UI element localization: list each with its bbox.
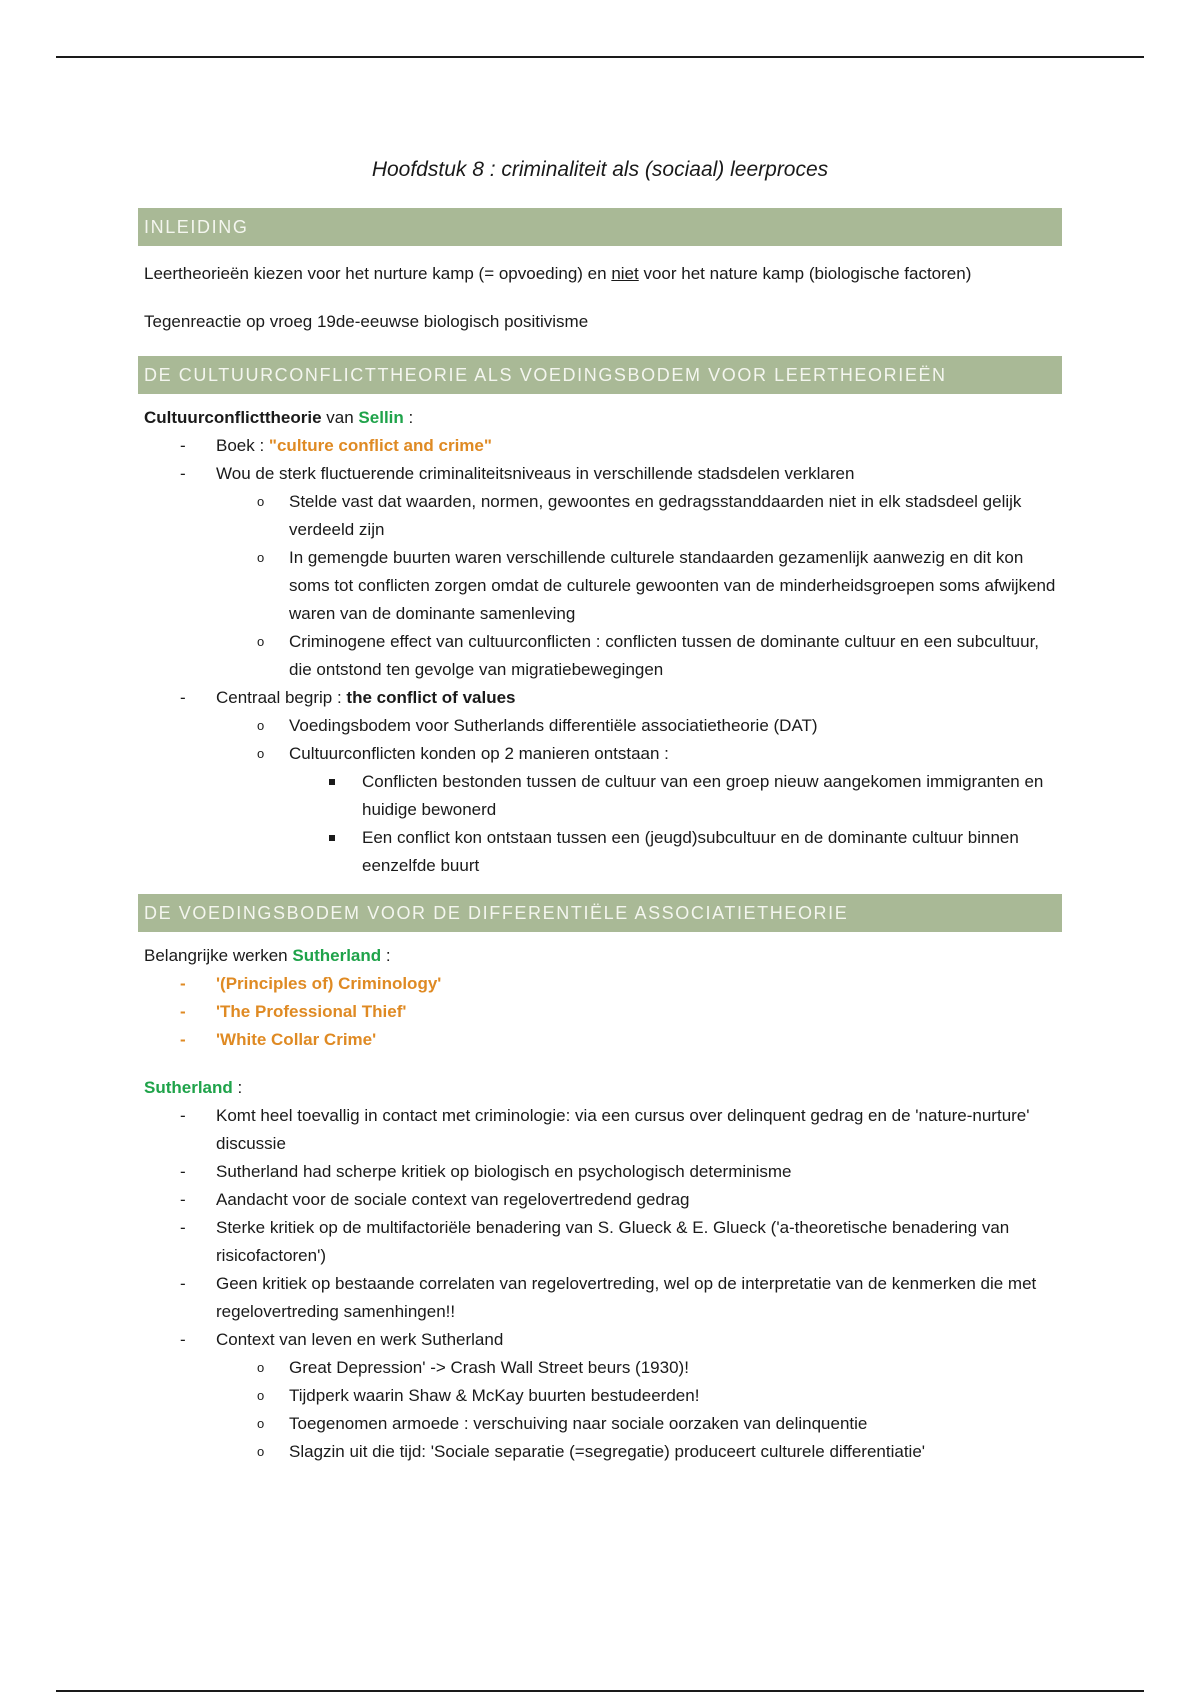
section-heading-cultuurconflict: DE CULTUURCONFLICTTHEORIE ALS VOEDINGSBODEM VOOR LEERTHEORIEËN	[138, 356, 1062, 394]
underlined-word: niet	[611, 264, 639, 283]
cultuurconflict-list	[138, 432, 1062, 880]
list-item: - Aandacht voor de sociale context van regelovertredend gedrag	[138, 1186, 1062, 1214]
list-item: - Boek : "culture conflict and crime"	[138, 432, 1062, 460]
sub-list	[216, 488, 1062, 684]
inleiding-paragraph-1: Leertheorieën kiezen voor het nurture kamp (= opvoeding) en niet voor het nature kamp (biologische factoren)	[144, 264, 972, 283]
work-title: - 'The Professional Thief'	[138, 998, 1062, 1026]
werken-intro: Belangrijke werken Sutherland :	[144, 946, 391, 965]
sub-sub-list-item: Een conflict kon ontstaan tussen een (jeugd)subcultuur en de dominante cultuur binnen eenzelfde buurt	[289, 824, 1062, 880]
section-heading-dat: DE VOEDINGSBODEM VOOR DE DIFFERENTIËLE ASSOCIATIETHEORIE	[138, 894, 1062, 932]
bottom-rule	[56, 1690, 1144, 1692]
sub-list-item: o Great Depression' -> Crash Wall Street beurs (1930)!	[216, 1354, 1062, 1382]
list-item: - Context van leven en werk Sutherland o Great Depression' -> Crash Wall Street beurs (1930)! o Tijdperk waarin Shaw & McKay buurten bestudeerden! o Toegenomen armoede : verschuiving naar sociale oorzaken van delinquentie o Slagzin uit die tijd: 'Sociale separatie (=segregatie) produceert culturele differentiatie'	[138, 1326, 1062, 1466]
sub-list	[216, 712, 1062, 880]
sub-list-item: o Slagzin uit die tijd: 'Sociale separatie (=segregatie) produceert culturele differentiatie'	[216, 1438, 1062, 1466]
book-title: "culture conflict and crime"	[268, 436, 492, 455]
cultuurconflict-intro: Cultuurconflicttheorie van Sellin :	[144, 408, 414, 427]
sutherland-heading: Sutherland :	[144, 1078, 243, 1097]
list-item: - Geen kritiek op bestaande correlaten van regelovertreding, wel op de interpretatie van de kenmerken die met regelovertreding samenhingen!!	[138, 1270, 1062, 1326]
list-item: - Centraal begrip : the conflict of values o Voedingsbodem voor Sutherlands differentiële associatietheorie (DAT) o Cultuurconflicten konden op 2 manieren ontstaan : Conflicten bestonden tussen de cultuur van een groep nieuw aangekomen immigranten en huidige bewonerd Een conflict kon ontstaan tussen een (jeugd)subcultuur en de dominante cultuur binnen eenzelfde buurt	[138, 684, 1062, 880]
top-rule	[56, 56, 1144, 58]
sub-list-item: o Voedingsbodem voor Sutherlands differentiële associatietheorie (DAT)	[216, 712, 1062, 740]
sub-list-item: o Criminogene effect van cultuurconflicten : conflicten tussen de dominante cultuur en een subcultuur, die ontstond ten gevolge van migratiebewegingen	[216, 628, 1062, 684]
list-item: - Wou de sterk fluctuerende criminaliteitsniveaus in verschillende stadsdelen verklaren o Stelde vast dat waarden, normen, gewoontes en gedragsstanddaarden niet in elk stadsdeel gelijk verdeeld zijn o In gemengde buurten waren verschillende culturele standaarden gezamenlijk aanwezig en dit kon soms tot conflicten zorgen omdat de culturele gewoonten van de minderheidsgroepen soms afwijkend waren van de dominante samenleving o Criminogene effect van cultuurconflicten : conflicten tussen de dominante cultuur en een subcultuur, die ontstond ten gevolge van migratiebewegingen	[138, 460, 1062, 684]
sub-list-item: o Stelde vast dat waarden, normen, gewoontes en gedragsstanddaarden niet in elk stadsdeel gelijk verdeeld zijn	[216, 488, 1062, 544]
sub-list	[216, 1354, 1062, 1466]
author-name: Sellin	[358, 408, 404, 427]
sub-list-item: o In gemengde buurten waren verschillende culturele standaarden gezamenlijk aanwezig en dit kon soms tot conflicten zorgen omdat de culturele gewoonten van de minderheidsgroepen soms afwijkend waren van de dominante samenleving	[216, 544, 1062, 628]
document-body	[138, 148, 1062, 1466]
list-item: - Sterke kritiek op de multifactoriële benadering van S. Glueck & E. Glueck ('a-theoretische benadering van risicofactoren')	[138, 1214, 1062, 1270]
section-heading-inleiding: INLEIDING	[138, 208, 1062, 246]
sub-list-item: o Cultuurconflicten konden op 2 manieren ontstaan : Conflicten bestonden tussen de cultuur van een groep nieuw aangekomen immigranten en huidige bewonerd Een conflict kon ontstaan tussen een (jeugd)subcultuur en de dominante cultuur binnen eenzelfde buurt	[216, 740, 1062, 880]
page-title: Hoofdstuk 8 : criminaliteit als (sociaal) leerproces	[371, 158, 829, 181]
list-item: - Sutherland had scherpe kritiek op biologisch en psychologisch determinisme	[138, 1158, 1062, 1186]
sub-sub-list-item: Conflicten bestonden tussen de cultuur van een groep nieuw aangekomen immigranten en huidige bewonerd	[289, 768, 1062, 824]
sub-list-item: o Tijdperk waarin Shaw & McKay buurten bestudeerden!	[216, 1382, 1062, 1410]
list-item: - Komt heel toevallig in contact met criminologie: via een cursus over delinquent gedrag en de 'nature-nurture' discussie	[138, 1102, 1062, 1158]
inleiding-paragraph-2: Tegenreactie op vroeg 19de-eeuwse biologisch positivisme	[144, 312, 589, 331]
sutherland-list	[138, 1102, 1062, 1466]
sub-sub-list	[289, 768, 1062, 880]
author-name: Sutherland	[292, 946, 382, 965]
work-title: - '(Principles of) Criminology'	[138, 970, 1062, 998]
work-title: - 'White Collar Crime'	[138, 1026, 1062, 1054]
werken-list	[138, 970, 1062, 1054]
sub-list-item: o Toegenomen armoede : verschuiving naar sociale oorzaken van delinquentie	[216, 1410, 1062, 1438]
